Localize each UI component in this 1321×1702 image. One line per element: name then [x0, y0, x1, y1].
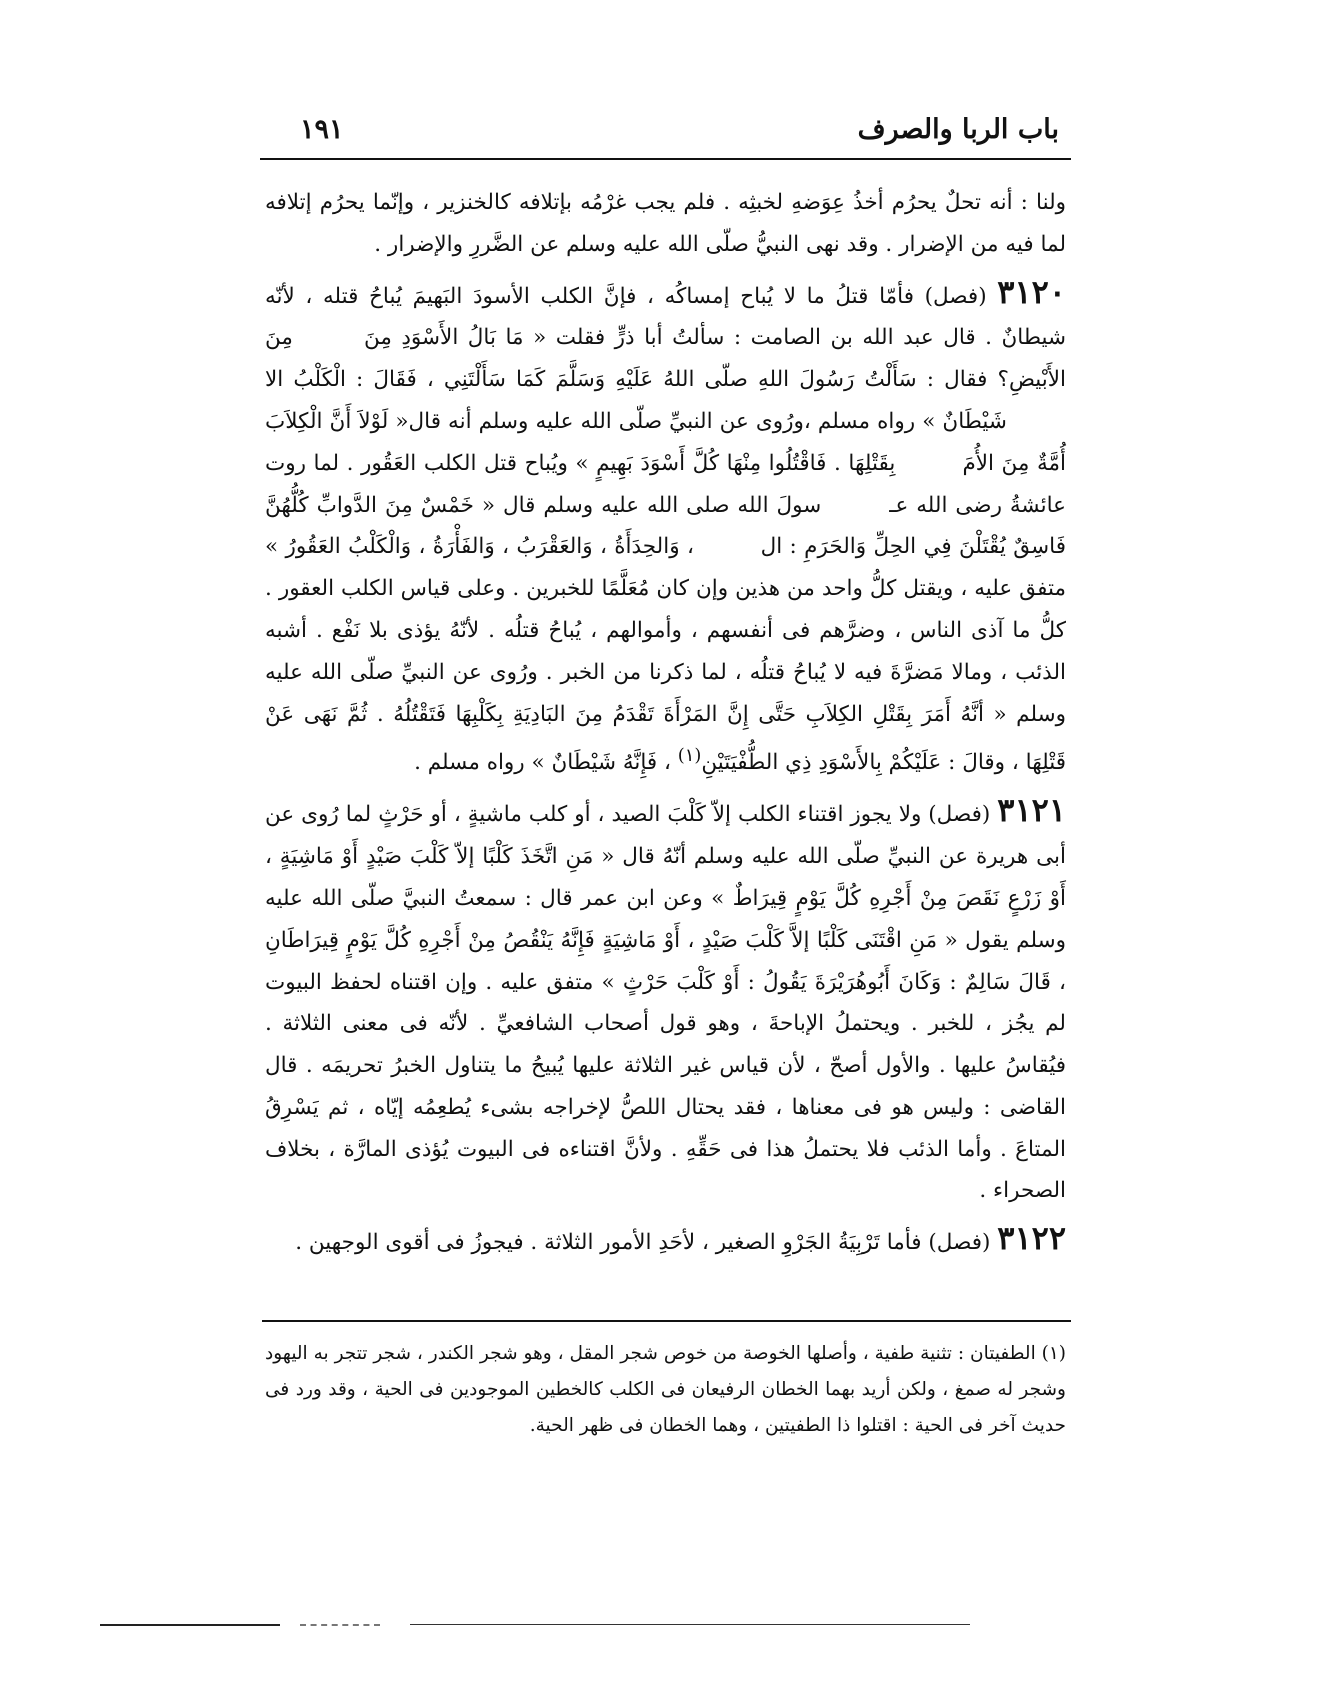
section-3121-text: (فصل) ولا يجوز اقتناء الكلب إلاّ كَلْبَ الصيد ، أو كلب ماشيةٍ ، أو حَرْثٍ لما رُوى عن أبى هريرة عن النبيِّ صلّى الله عليه وسلم أنّهُ قال « مَنِ اتَّخَذَ كَلْبًا إلاّ كَلْبَ صَيْدٍ أَوْ مَاشِيَةٍ ، أَوْ زَرْعٍ نَقَصَ مِنْ أَجْرِهِ كُلَّ يَوْمٍ قِيرَاطٌ » وعن ابن عمر قال : سمعتُ النبيَّ صلّى الله عليه وسلم يقول « مَنِ اقْتَنَى كَلْبًا إلاَّ كَلْبَ صَيْدٍ ، أَوْ مَاشِيَةٍ فَإِنَّهُ يَنْقُصُ مِنْ أَجْرِهِ كُلَّ يَوْمٍ قِيرَاطَانِ ، قَالَ سَالِمٌ : وَكَانَ أَبُوهُرَيْرَةَ يَقُولُ : أَوْ كَلْبَ حَرْثٍ » متفق عليه . وإن اقتناه لحفظ البيوت لم يجُز ، للخبر . ويحتملُ الإباحةَ ، وهو قول أصحاب الشافعيِّ . لأنّه فى معنى الثلاثة . فيُقاسُ عليها . والأول أصحّ ، لأن قياس غير الثلاثة عليها يُبيحُ ما يتناول الخبرُ تحريمَه . قال القاضى : وليس هو فى معناها ، فقد يحتال اللصُّ لإخراجه بشىء يُطعِمُه إيّاه ، ثم يَسْرِقُ المتاعَ . وأما الذئب فلا يحتملُ هذا فى حَقِّهِ . ولأنَّ اقتناءه فى البيوت يُؤذى المارَّة ، بخلاف الصحراء .: [265, 802, 1066, 1204]
footnote-text: (١) الطفيتان : تثنية طفية ، وأصلها الخوصة من خوص شجر المقل ، وهو شجر الكندر ، شجر تتجر به اليهود وشجر له صمغ ، ولكن أريد بهما الخطان الرفيعان فى الكلب كالخطين الموجودين فى الحية ، وقد ورد فى حديث آخر فى الحية : اقتلوا ذا الطفيتين ، وهما الخطان فى ظهر الحية.: [265, 1343, 1066, 1436]
page-title: باب الربا والصرف: [857, 114, 1059, 145]
footnote-reference[interactable]: (١): [677, 745, 702, 767]
footnote-separator: [262, 1320, 1071, 1322]
section-3121: [265, 790, 1066, 1212]
section-3122: [265, 1218, 1066, 1264]
section-3122-text: (فصل) فأما تَرْبِيَةُ الجَرْوِ الصغير ، لأحَدِ الأمور الثلاثة . فيجوزُ فى أقوى الوجهين .: [295, 1230, 991, 1256]
section-number: ٣١٢٠: [997, 272, 1066, 311]
body-text: [265, 182, 1066, 1264]
page-number: ١٩١: [300, 114, 344, 145]
section-3120-text-7: ، فَإِنَّهُ شَيْطَانٌ » رواه مسلم .: [414, 750, 671, 776]
scan-edge-dash: [300, 1624, 380, 1626]
section-3120-text-3: شَيْطَانٌ » رواه مسلم ،ورُوى عن النبيِّ صلّى الله عليه وسلم أنه قال« لَوْلاَ أَنَّ الْكِلاَبَ أُمَّةٌ مِنَ الأُمَ: [265, 408, 1066, 476]
section-3120-text-4: بِقَتْلِهَا . فَاقْتُلُوا مِنْهَا كُلَّ أَسْوَدَ بَهِيمٍ » ويُباح قتل الكلب العَقُور . لما روت عائشةُ رضى الله عـ: [265, 450, 1066, 518]
section-3120-text-6: ، وَالحِدَأَةُ ، وَالعَقْرَبُ ، وَالفَأْرَةُ ، وَالْكَلْبُ العَقُورُ » متفق عليه ، ويقتل كلُّ واحد من هذين وإن كان مُعَلَّمًا للخبرين . وعلى قياس الكلب العقور . كلُّ ما آذى الناس ، وضرَّهم فى أنفسهم ، وأموالهم ، يُباحُ قتلُه . لأنّهُ يؤذى بلا نَفْع . أشبه الذئب ، ومالا مَضرَّةَ فيه لا يُباحُ قتلُه ، لما ذكرنا من الخبر . ورُوى عن النبيِّ صلّى الله عليه وسلم « أنَّهُ أَمَرَ بِقَتْلِ الكِلاَبِ حَتَّى إِنَّ المَرْأَةَ تَقْدَمُ مِنَ البَادِيَةِ بِكَلْبِهَا فَتَقْتُلُهُ . ثُمَّ نَهَى عَنْ قَتْلِهَا ، وقالَ : عَلَيْكُمْ بِالأَسْوَدِ ذِي الطُّفْيَتَيْنِ: [265, 534, 1066, 776]
header-rule: [260, 158, 1071, 160]
paragraph-intro: [265, 182, 1066, 266]
paragraph-intro-text: ولنا : أنه تحلٌ يحرُم أخذُ عِوَضهِ لخبثِه . فلم يجب غرْمُه بإتلافه كالخنزير ، وإنّما يحرُم إتلافه لما فيه من الإضرار . وقد نهى النبيُّ صلّى الله عليه وسلم عن الضَّررِ والإضرار .: [265, 190, 1066, 257]
section-3120: [265, 272, 1066, 785]
running-head: [260, 110, 1071, 156]
section-number: ٣١٢١: [997, 791, 1066, 830]
section-3120-text-5: سولَ الله صلى الله عليه وسلم قال « خَمْسٌ مِنَ الدَّوابِّ كُلُّهُنَّ فَاسِقٌ يُقْتَلْنَ فِي الحِلِّ وَالحَرَمِ : ال: [265, 492, 1066, 560]
section-3120-text-1: (فصل) فأمّا قتلُ ما لا يُباح إمساكُه ، فإنَّ الكلب الأسودَ البَهيمَ يُباحُ قتله ، لأنّه شيطانٌ . قال عبد الله بن الصامت : سألتُ أبا ذرٍّ فقلت « مَا بَالُ الأَسْوَدِ مِنَ: [265, 283, 1066, 351]
section-number: ٣١٢٢: [997, 1219, 1066, 1258]
scan-edge-line: [100, 1624, 280, 1626]
section-3120-text-2: مِنَ الأَبْيضِ؟ فقال : سَأَلْتُ رَسُولَ اللهِ صلّى اللهُ عَلَيْهِ وَسَلَّمَ كَمَا سَأَلْتَنِي ، فَقَالَ : الْكَلْبُ الا: [265, 325, 1066, 393]
scan-edge-line: [410, 1624, 970, 1625]
footnote: [265, 1336, 1066, 1444]
